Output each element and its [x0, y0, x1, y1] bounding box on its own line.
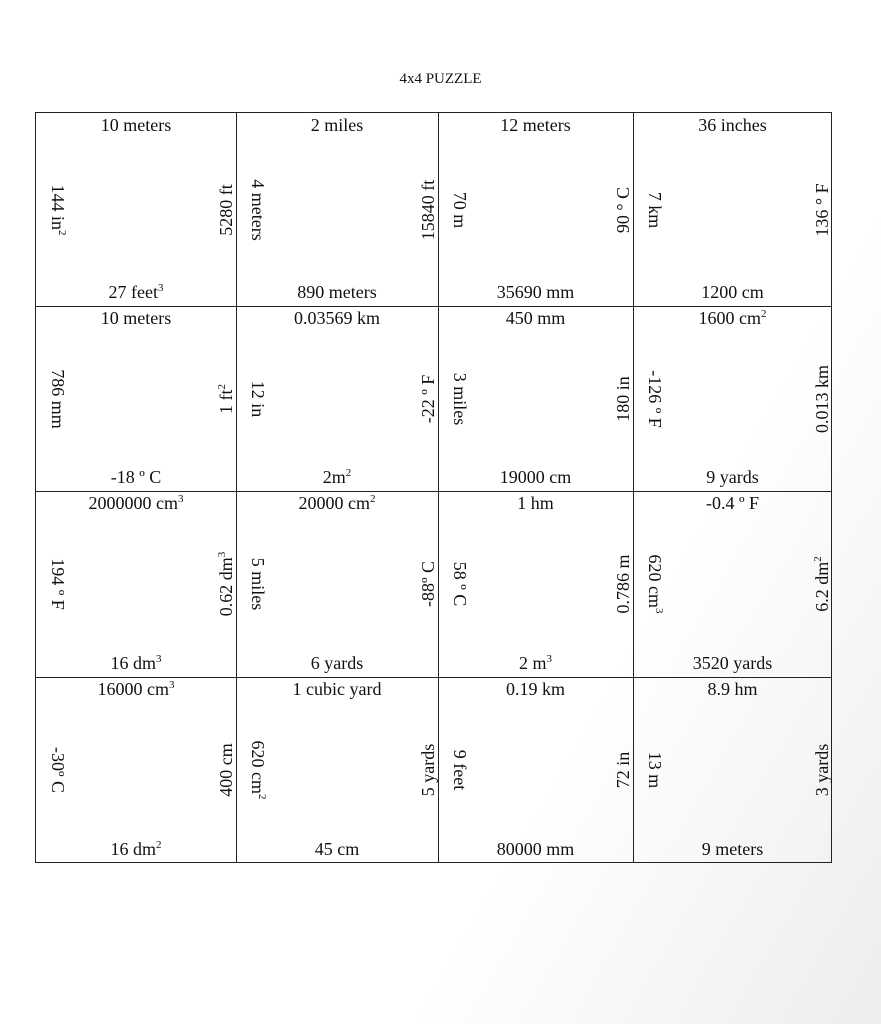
cell-left-label: -30º C [48, 746, 68, 794]
cell-left-label: 194 º F [48, 558, 68, 610]
cell-right-label: 6.2 $dm^2$ [812, 556, 832, 612]
cell-left-label: 786 mm [48, 368, 68, 429]
cell-top-label: -0.4 º F [705, 493, 760, 513]
cell-top-label: 12 meters [500, 115, 571, 135]
cell-left-label: 5 miles [248, 557, 268, 611]
cell-bottom-label: $2m^2$ [322, 467, 352, 487]
grid-divider [36, 677, 831, 678]
cell-right-label: 136 ° F [812, 182, 832, 237]
cell-bottom-label: 19000 cm [499, 467, 572, 487]
cell-bottom-label: 16 $dm^2$ [110, 839, 162, 859]
cell-bottom-label: 1200 cm [701, 282, 764, 302]
cell-right-label: 1 $ft^2$ [216, 383, 236, 414]
cell-top-label: 1600 $cm^2$ [698, 308, 767, 328]
cell-top-label: 20000 $cm^2$ [298, 493, 376, 513]
grid-divider [36, 306, 831, 307]
cell-right-label: 90 ° C [613, 186, 633, 233]
cell-bottom-label: 9 meters [701, 839, 764, 859]
grid-divider [438, 113, 439, 862]
cell-top-label: 1 hm [517, 493, 554, 513]
cell-top-label: 2 miles [310, 115, 364, 135]
grid-divider [36, 491, 831, 492]
cell-left-label: 4 meters [248, 178, 268, 241]
cell-left-label: 13 m [645, 751, 665, 789]
cell-right-label: 180 in [613, 375, 633, 422]
cell-top-label: 36 inches [698, 115, 767, 135]
cell-bottom-label: -18 º C [110, 467, 162, 487]
cell-left-label: 58 º C [450, 561, 470, 607]
cell-left-label: 144 $in^2$ [48, 183, 68, 236]
cell-bottom-label: 6 yards [310, 653, 364, 673]
cell-top-label: 8.9 hm [707, 679, 758, 699]
cell-right-label: 5 yards [418, 743, 438, 797]
cell-left-label: 7 km [645, 191, 665, 228]
cell-right-label: -88º C [418, 560, 438, 608]
cell-bottom-label: 27 feet$^3$ [108, 282, 164, 302]
page-title: 4x4 PUZZLE [399, 71, 482, 87]
cell-bottom-label: 35690 mm [496, 282, 575, 302]
cell-left-label: 12 in [248, 380, 268, 417]
cell-top-label: 2000000 $cm^3$ [88, 493, 184, 513]
cell-right-label: 0.786 m [613, 554, 633, 614]
cell-right-label: 3 yards [812, 743, 832, 797]
cell-bottom-label: 9 yards [706, 467, 759, 487]
cell-bottom-label: 16 $dm^3$ [110, 653, 162, 673]
cell-top-label: 1 cubic yard [292, 679, 382, 699]
cell-right-label: 400 cm [216, 743, 236, 797]
cell-left-label: 620 $cm^3$ [645, 554, 665, 614]
cell-top-label: 0.03569 km [293, 308, 381, 328]
cell-top-label: 10 meters [100, 115, 172, 135]
cell-bottom-label: 890 meters [297, 282, 377, 302]
cell-left-label: 3 miles [450, 372, 470, 425]
cell-top-label: 10 meters [100, 308, 172, 328]
cell-right-label: 5280 ft [216, 183, 236, 236]
cell-top-label: 0.19 km [505, 679, 566, 699]
grid-divider [633, 113, 634, 862]
cell-left-label: 620 $cm^2$ [248, 740, 268, 800]
cell-left-label: 9 feet [450, 749, 470, 791]
cell-bottom-label: 3520 yards [692, 653, 773, 673]
cell-right-label: -22 º F [418, 374, 438, 423]
cell-right-label: 15840 ft [418, 179, 438, 240]
puzzle-grid [35, 112, 832, 863]
cell-left-label: 70 m [450, 191, 470, 228]
cell-left-label: -126 º F [645, 369, 665, 428]
cell-bottom-label: 45 cm [314, 839, 360, 859]
cell-bottom-label: 2 $m^3$ [518, 653, 553, 673]
cell-right-label: 0.013 km [812, 364, 832, 433]
grid-divider [236, 113, 237, 862]
cell-bottom-label: 80000 mm [496, 839, 575, 859]
cell-right-label: 0.62 $dm^3$ [216, 551, 236, 617]
cell-top-label: 450 mm [505, 308, 566, 328]
cell-top-label: 16000 $cm^3$ [97, 679, 175, 699]
cell-right-label: 72 in [613, 751, 633, 789]
